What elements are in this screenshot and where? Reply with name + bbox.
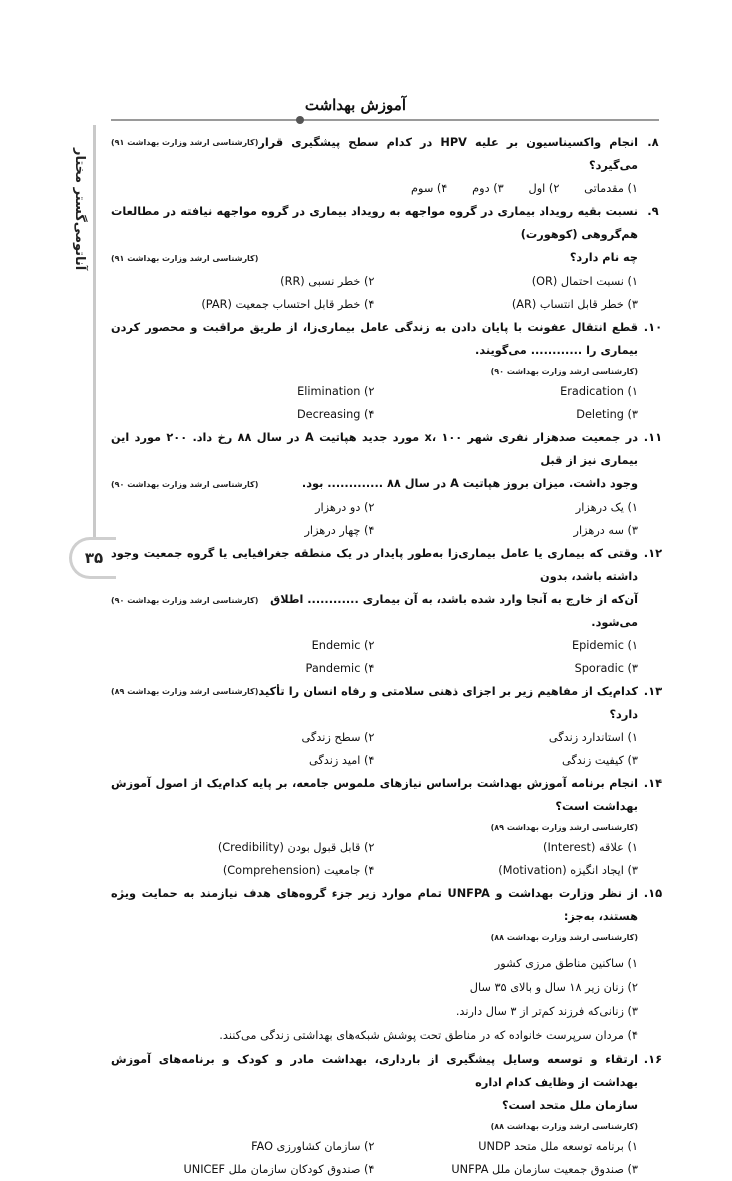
option-2: ۲) سازمان کشاورزی FAO bbox=[251, 1140, 375, 1153]
question-source: (کارشناسی ارشد وزارت بهداشت ۹۰) bbox=[490, 367, 638, 376]
question-15 bbox=[111, 882, 668, 1048]
question-source: (کارشناسی ارشد وزارت بهداشت ۸۹) bbox=[111, 687, 259, 696]
question-text: کدام‌یک از مفاهیم زیر بر اجزای ذهنی سلامتی و رفاه انسان را تأکید دارد؟ bbox=[258, 685, 638, 721]
side-margin-line bbox=[93, 125, 96, 545]
question-source: (کارشناسی ارشد وزارت بهداشت ۸۹) bbox=[490, 823, 638, 832]
option-4: ۴) خطر قابل احتساب جمعیت (PAR) bbox=[201, 298, 375, 311]
question-text-cont: آن‌که از خارج به آنجا وارد شده باشد، به آن بیماری ............ اطلاق می‌شود. bbox=[270, 593, 638, 629]
option-2: ۲) سطح زندگی bbox=[301, 731, 375, 744]
question-text: وقتی که بیماری یا عامل بیماری‌زا به‌طور پایدار در یک منطقه جغرافیایی یا گروه جمعیت وجود داشته باشد، بدون bbox=[111, 547, 638, 583]
question-number: ۱۵. bbox=[643, 886, 663, 900]
question-text-cont: چه نام دارد؟ bbox=[569, 251, 638, 264]
question-number: ۱۲. bbox=[643, 546, 663, 560]
option-2: ۲) اول bbox=[528, 182, 560, 195]
chapter-title: آموزش بهداشت bbox=[304, 96, 406, 114]
question-text: انجام واکسیناسیون بر علیه HPV در کدام سطح پیشگیری قرار می‌گیرد؟ bbox=[258, 136, 638, 172]
option-3: ۳) Sporadic bbox=[574, 662, 638, 675]
question-number: ۱۶. bbox=[643, 1052, 663, 1066]
option-2: ۲) دو درهزار bbox=[315, 501, 375, 514]
question-source: (کارشناسی ارشد وزارت بهداشت ۹۱) bbox=[111, 254, 259, 263]
option-1: ۱) یک درهزار bbox=[575, 501, 638, 514]
option-1: ۱) ساکنین مناطق مرزی کشور bbox=[494, 957, 638, 970]
option-1: ۱) Eradication bbox=[560, 385, 638, 398]
question-number: ۱۰. bbox=[643, 320, 663, 334]
option-2: ۲) Elimination bbox=[297, 385, 375, 398]
question-10 bbox=[111, 316, 668, 426]
option-1: ۱) مقدماتی bbox=[584, 182, 638, 195]
question-text-cont: سازمان ملل متحد است؟ bbox=[502, 1099, 638, 1112]
option-2: ۲) قابل قبول بودن (Credibility) bbox=[217, 841, 375, 854]
question-number: ۱۱. bbox=[643, 430, 663, 444]
question-number: ۱۴. bbox=[643, 776, 663, 790]
option-3: ۳) Deleting bbox=[576, 408, 638, 421]
question-11 bbox=[111, 426, 668, 542]
question-9 bbox=[111, 200, 668, 316]
option-1: ۱) برنامه توسعه ملل متحد UNDP bbox=[478, 1140, 638, 1153]
option-3: ۳) دوم bbox=[472, 182, 504, 195]
header-divider bbox=[111, 119, 659, 121]
option-1: ۱) علاقه (Interest) bbox=[543, 841, 638, 854]
option-3: ۳) ایجاد انگیزه (Motivation) bbox=[498, 864, 638, 877]
page-number: ۳۵ bbox=[69, 537, 116, 579]
question-8 bbox=[111, 131, 668, 200]
option-4: ۴) چهار درهزار bbox=[304, 524, 375, 537]
question-text: ارتقاء و توسعه وسایل پیشگیری از بارداری، بهداشت مادر و کودک و برنامه‌های آموزش بهداشت از وظایف کدام اداره bbox=[111, 1053, 638, 1089]
option-3: ۳) کیفیت زندگی bbox=[562, 754, 638, 767]
option-2: ۲) Endemic bbox=[311, 639, 375, 652]
option-4: ۴) سوم bbox=[411, 182, 448, 195]
side-margin-text: آناتومی‌گستر مختار bbox=[72, 147, 87, 270]
option-3: ۳) سه درهزار bbox=[573, 524, 638, 537]
option-4: ۴) صندوق کودکان سازمان ملل UNICEF bbox=[183, 1163, 375, 1176]
question-text: انجام برنامه آموزش بهداشت براساس نیازهای ملموس جامعه، بر پایه کدام‌یک از اصول آموزش بهداشت است؟ bbox=[111, 777, 638, 813]
question-number: ۱۳. bbox=[643, 684, 663, 698]
header-divider-dot bbox=[296, 116, 304, 124]
option-3: ۳) زنانی‌که فرزند کم‌تر از ۳ سال دارند. bbox=[455, 1005, 638, 1018]
option-3: ۳) صندوق جمعیت سازمان ملل UNFPA bbox=[451, 1163, 638, 1176]
question-text: قطع انتقال عفونت با پایان دادن به زندگی عامل بیماری‌زا، از طریق مراقبت و محصور کردن بیماری را ............ می‌گویند. bbox=[111, 321, 638, 357]
option-4: ۴) Decreasing bbox=[296, 408, 375, 421]
question-text: از نظر وزارت بهداشت و UNFPA تمام موارد زیر جزء گروه‌های هدف نیازمند به حمایت ویژه هستند، به‌جز: bbox=[111, 887, 638, 923]
question-number: ۸. bbox=[647, 135, 659, 149]
question-source: (کارشناسی ارشد وزارت بهداشت ۹۱) bbox=[111, 138, 259, 147]
option-4: ۴) مردان سرپرست خانواده که در مناطق تحت پوشش شبکه‌های بهداشتی زندگی می‌کنند. bbox=[219, 1029, 638, 1042]
question-source: (کارشناسی ارشد وزارت بهداشت ۸۸) bbox=[490, 933, 638, 942]
question-text: در جمعیت صدهزار نفری شهر x، ۱۰۰ مورد جدید هپاتیت A در سال ۸۸ رخ داد. ۲۰۰ مورد این بیماری نیز از قبل bbox=[111, 431, 639, 467]
option-4: ۴) امید زندگی bbox=[308, 754, 375, 767]
question-13 bbox=[111, 680, 668, 772]
question-text: نسبت بقیه رویداد بیماری در گروه مواجهه به رویداد بیماری در گروه مواجهه نیافته در مطالعات هم‌گروهی (کوهورت) bbox=[111, 205, 638, 241]
question-source: (کارشناسی ارشد وزارت بهداشت ۸۸) bbox=[490, 1122, 638, 1131]
option-1: ۱) نسبت احتمال (OR) bbox=[531, 275, 638, 288]
option-2: ۲) خطر نسبی (RR) bbox=[280, 275, 375, 288]
question-12 bbox=[111, 542, 668, 680]
option-3: ۳) خطر قابل انتساب (AR) bbox=[511, 298, 638, 311]
question-14 bbox=[111, 772, 668, 882]
question-text-cont: وجود داشت. میزان بروز هپاتیت A در سال ۸۸ ............. بود. bbox=[301, 477, 638, 490]
question-number: ۹. bbox=[647, 204, 659, 218]
question-source: (کارشناسی ارشد وزارت بهداشت ۹۰) bbox=[111, 596, 259, 605]
option-2: ۲) زنان زیر ۱۸ سال و بالای ۳۵ سال bbox=[469, 981, 638, 994]
option-4: ۴) Pandemic bbox=[305, 662, 375, 675]
option-1: ۱) استاندارد زندگی bbox=[548, 731, 638, 744]
option-1: ۱) Epidemic bbox=[571, 639, 638, 652]
question-source: (کارشناسی ارشد وزارت بهداشت ۹۰) bbox=[111, 480, 259, 489]
question-16 bbox=[111, 1048, 668, 1181]
option-4: ۴) جامعیت (Comprehension) bbox=[222, 864, 375, 877]
